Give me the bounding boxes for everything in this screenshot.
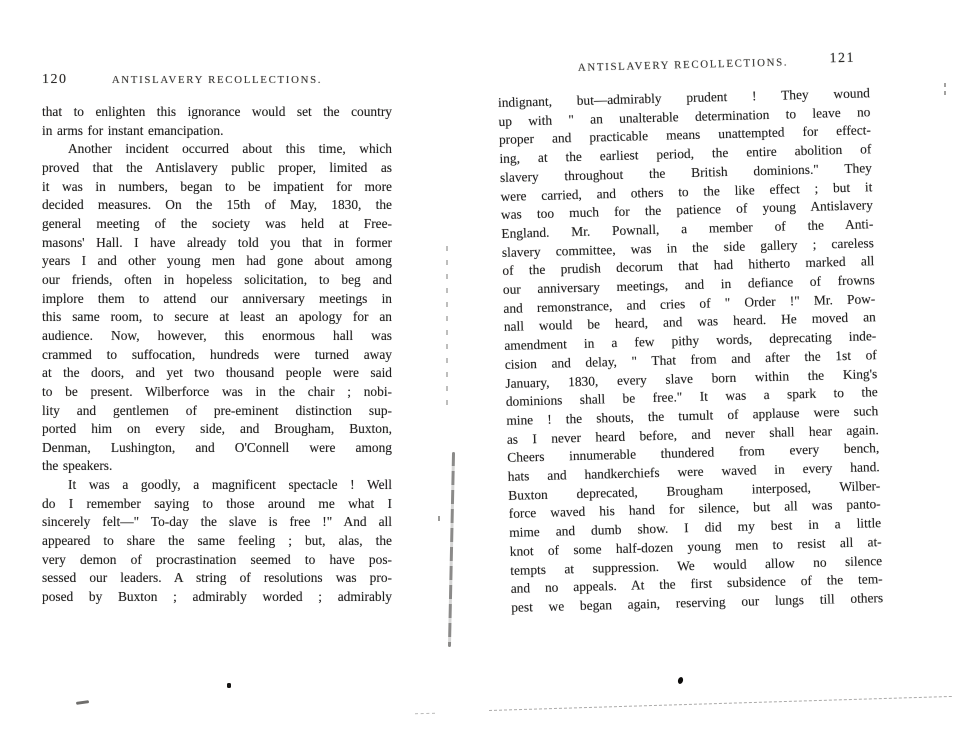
text-line: posed by Buxton ; admirably worded ; admirably	[42, 589, 392, 605]
text-line: proper and practicable means unattempted for effect-	[498, 122, 872, 148]
page-right-body	[498, 84, 884, 617]
text-line: in arms for instant emancipation.	[42, 122, 224, 138]
scan-speck	[76, 700, 89, 704]
text-line: up with " an unalterable determination to leave no	[498, 103, 871, 129]
text-line: tempts at suppression. We would allow no silence	[510, 552, 883, 578]
text-line: pest we began again, reserving our lungs till others	[511, 590, 884, 615]
text-line: Another incident occurred about this time, which	[68, 141, 392, 157]
text-line: January, 1830, every slave born within the King's	[505, 365, 878, 391]
text-line: It was a goodly, a magnificent spectacle ! Well	[68, 477, 392, 493]
text-line: ported him on every side, and Brougham, Buxton,	[42, 421, 392, 437]
text-line: masons' Hall. I have already told you that in former	[42, 234, 392, 250]
text-line: and no appeals. At the first subsidence of the tem-	[510, 571, 883, 597]
text-line: was too much for the patience of young Antislavery	[500, 197, 874, 223]
text-line: Denman, Lushington, and O'Connell were among	[42, 439, 392, 455]
text-line: indignant, but—admirably prudent ! They wound	[497, 85, 871, 110]
text-line: crammed to suffocation, hundreds were turned away	[42, 346, 392, 362]
running-title-right: ANTISLAVERY RECOLLECTIONS.	[577, 56, 789, 74]
page-edge-line	[415, 713, 435, 714]
text-line: our anniversary meetings, and in defiance of frowns	[502, 272, 875, 297]
text-line: England. Mr. Pownall, a member of the Anti-	[501, 216, 874, 241]
text-line: very demon of procrastination seemed to have pos-	[42, 551, 392, 567]
page-right	[497, 50, 884, 617]
text-line: lity and gentlemen of pre-eminent distinction sup-	[42, 402, 392, 418]
text-line: cision and delay, " That from and after the 1st of	[504, 347, 877, 372]
scan-speck	[944, 91, 946, 95]
page-left	[42, 74, 392, 607]
page-number-right: 121	[829, 50, 856, 67]
text-line: were carried, and others to the like effect ; but it	[500, 178, 873, 204]
text-line: hats and handkerchiefs were waved in every hand.	[507, 459, 880, 484]
text-line: dominions shall be free." It was a spark to the	[505, 384, 878, 410]
text-line: sincerely felt—" To-day the slave is free !" And all	[42, 514, 392, 530]
text-line: our friends, often in hopeless solicitation, to beg and	[42, 271, 392, 287]
gutter-shadow	[446, 246, 448, 406]
text-line: years I and other young men had gone about among	[42, 253, 392, 269]
text-line: force waved his hand for silence, but all was panto-	[508, 496, 881, 522]
text-line: Cheers innumerable thundered from every bench,	[507, 440, 880, 466]
text-line: appeared to share the same feeling ; but, alas, the	[42, 533, 392, 549]
text-line: to be present. Wilberforce was in the chair ; nobi-	[42, 383, 392, 399]
text-line: and remonstrance, and cries of " Order !" Mr. Pow-	[503, 290, 876, 316]
text-line: mine ! the shouts, the tumult of applause were such	[506, 403, 879, 428]
text-line: ing, at the earliest period, the entire abolition of	[499, 141, 872, 167]
page-edge-line	[489, 696, 952, 711]
running-head-left	[42, 74, 392, 90]
text-line: decided measures. On the 15th of May, 1830, the	[42, 197, 392, 213]
text-line: slavery throughout the British dominions." They	[499, 160, 873, 185]
running-head-right	[497, 50, 869, 80]
text-line: implore them to attend our anniversary meetings in	[42, 290, 392, 306]
running-title-left: ANTISLAVERY RECOLLECTIONS.	[111, 74, 323, 86]
page-left-body	[42, 103, 392, 607]
gutter-shadow	[448, 452, 455, 647]
text-line: at the doors, and yet two thousand people were said	[42, 365, 392, 381]
text-line: this same room, to secure at least an apology for an	[42, 309, 392, 325]
text-line: audience. Now, however, this enormous hall was	[42, 327, 392, 343]
text-line: the speakers.	[42, 458, 113, 474]
scan-speck	[944, 83, 946, 87]
text-line: nall would be heard, and was heard. He moved an	[503, 309, 876, 335]
text-line: knot of some half-dozen young men to resist all at-	[509, 533, 882, 559]
text-line: do I remember saying to those around me what I	[42, 495, 392, 511]
scan-speck	[677, 676, 684, 684]
text-line: it was in numbers, began to be impatient for more	[42, 178, 392, 194]
text-line: of the prudish decorum that had hitherto marked all	[502, 253, 875, 279]
text-line: that to enlighten this ignorance would set the country	[42, 104, 392, 119]
scan-speck	[438, 516, 440, 521]
text-line: general meeting of the society was held at Free-	[42, 215, 392, 231]
text-line: slavery committee, was in the side gallery ; careless	[501, 234, 874, 260]
text-line: mime and dumb show. I did my best in a little	[509, 515, 882, 541]
page-number-left: 120	[42, 72, 68, 87]
scan-speck	[227, 683, 231, 688]
text-line: proved that the Antislavery public proper, limited as	[42, 159, 392, 175]
text-line: as I never heard before, and never shall hear again.	[506, 421, 879, 447]
text-line: Buxton deprecated, Brougham interposed, Wilber-	[508, 477, 881, 503]
text-line: amendment in a few pithy words, deprecating inde-	[504, 328, 877, 354]
text-line: sessed our leaders. A string of resolutions was pro-	[42, 570, 392, 586]
